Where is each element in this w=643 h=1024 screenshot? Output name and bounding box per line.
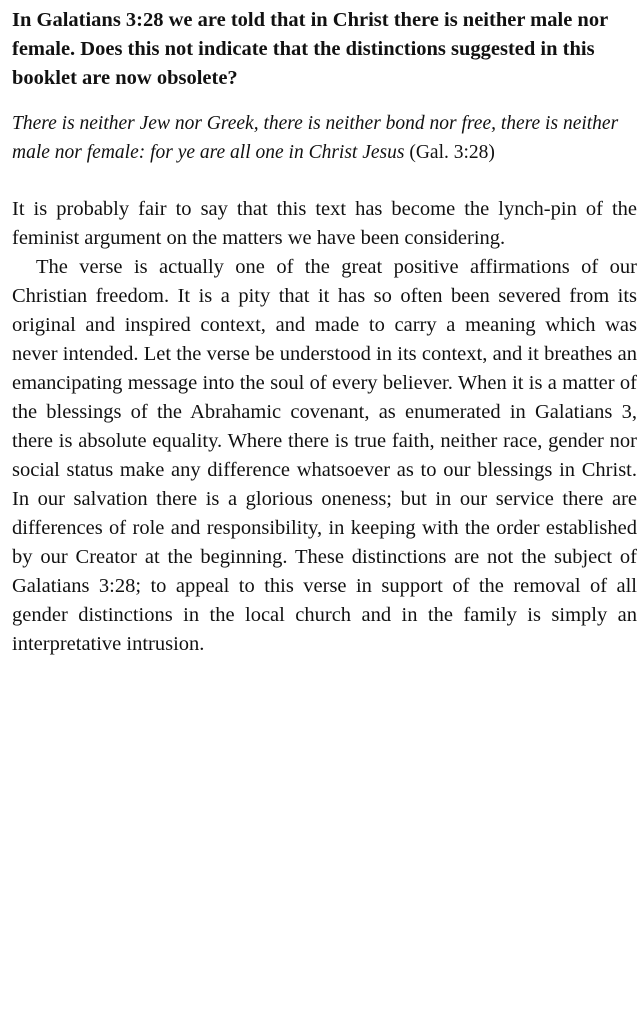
page-content	[12, 6, 637, 659]
paragraph-1: It is probably fair to say that this text has become the lynch-pin of the feminist argument on the matters we have been considering.	[12, 198, 637, 249]
paragraph-2: The verse is actually one of the great positive affirmations of our Christian freedom. It is a pity that it has so often been severed from its original and inspired context, and made to carry a meaning which was never intended. Let the verse be understood in its context, and it breathes an emancipating message into the soul of every believer. When it is a matter of the blessings of the Abrahamic covenant, as enumerated in Galatians 3, there is absolute equality. Where there is true faith, neither race, gender nor social status make any difference whatsoever as to our blessings in Christ. In our salvation there is a glorious oneness; but in our service there are differences of role and responsibility, in keeping with the order established by our Creator at the beginning. These distinctions are not the subject of Galatians 3:28; to appeal to this verse in support of the removal of all gender distinctions in the local church and in the family is simply an interpretative intrusion.	[12, 256, 637, 655]
scripture-quote: There is neither Jew nor Greek, there is neither bond nor free, there is neither male nor female: for ye are all one in Christ Jesus	[12, 113, 619, 163]
question-heading: In Galatians 3:28 we are told that in Christ there is neither male nor female. Does this not indicate that the distinctions suggested in this booklet are now obsolete?	[12, 9, 608, 89]
scripture-reference: (Gal. 3:28)	[409, 142, 495, 163]
scripture-quote-block	[12, 109, 637, 167]
